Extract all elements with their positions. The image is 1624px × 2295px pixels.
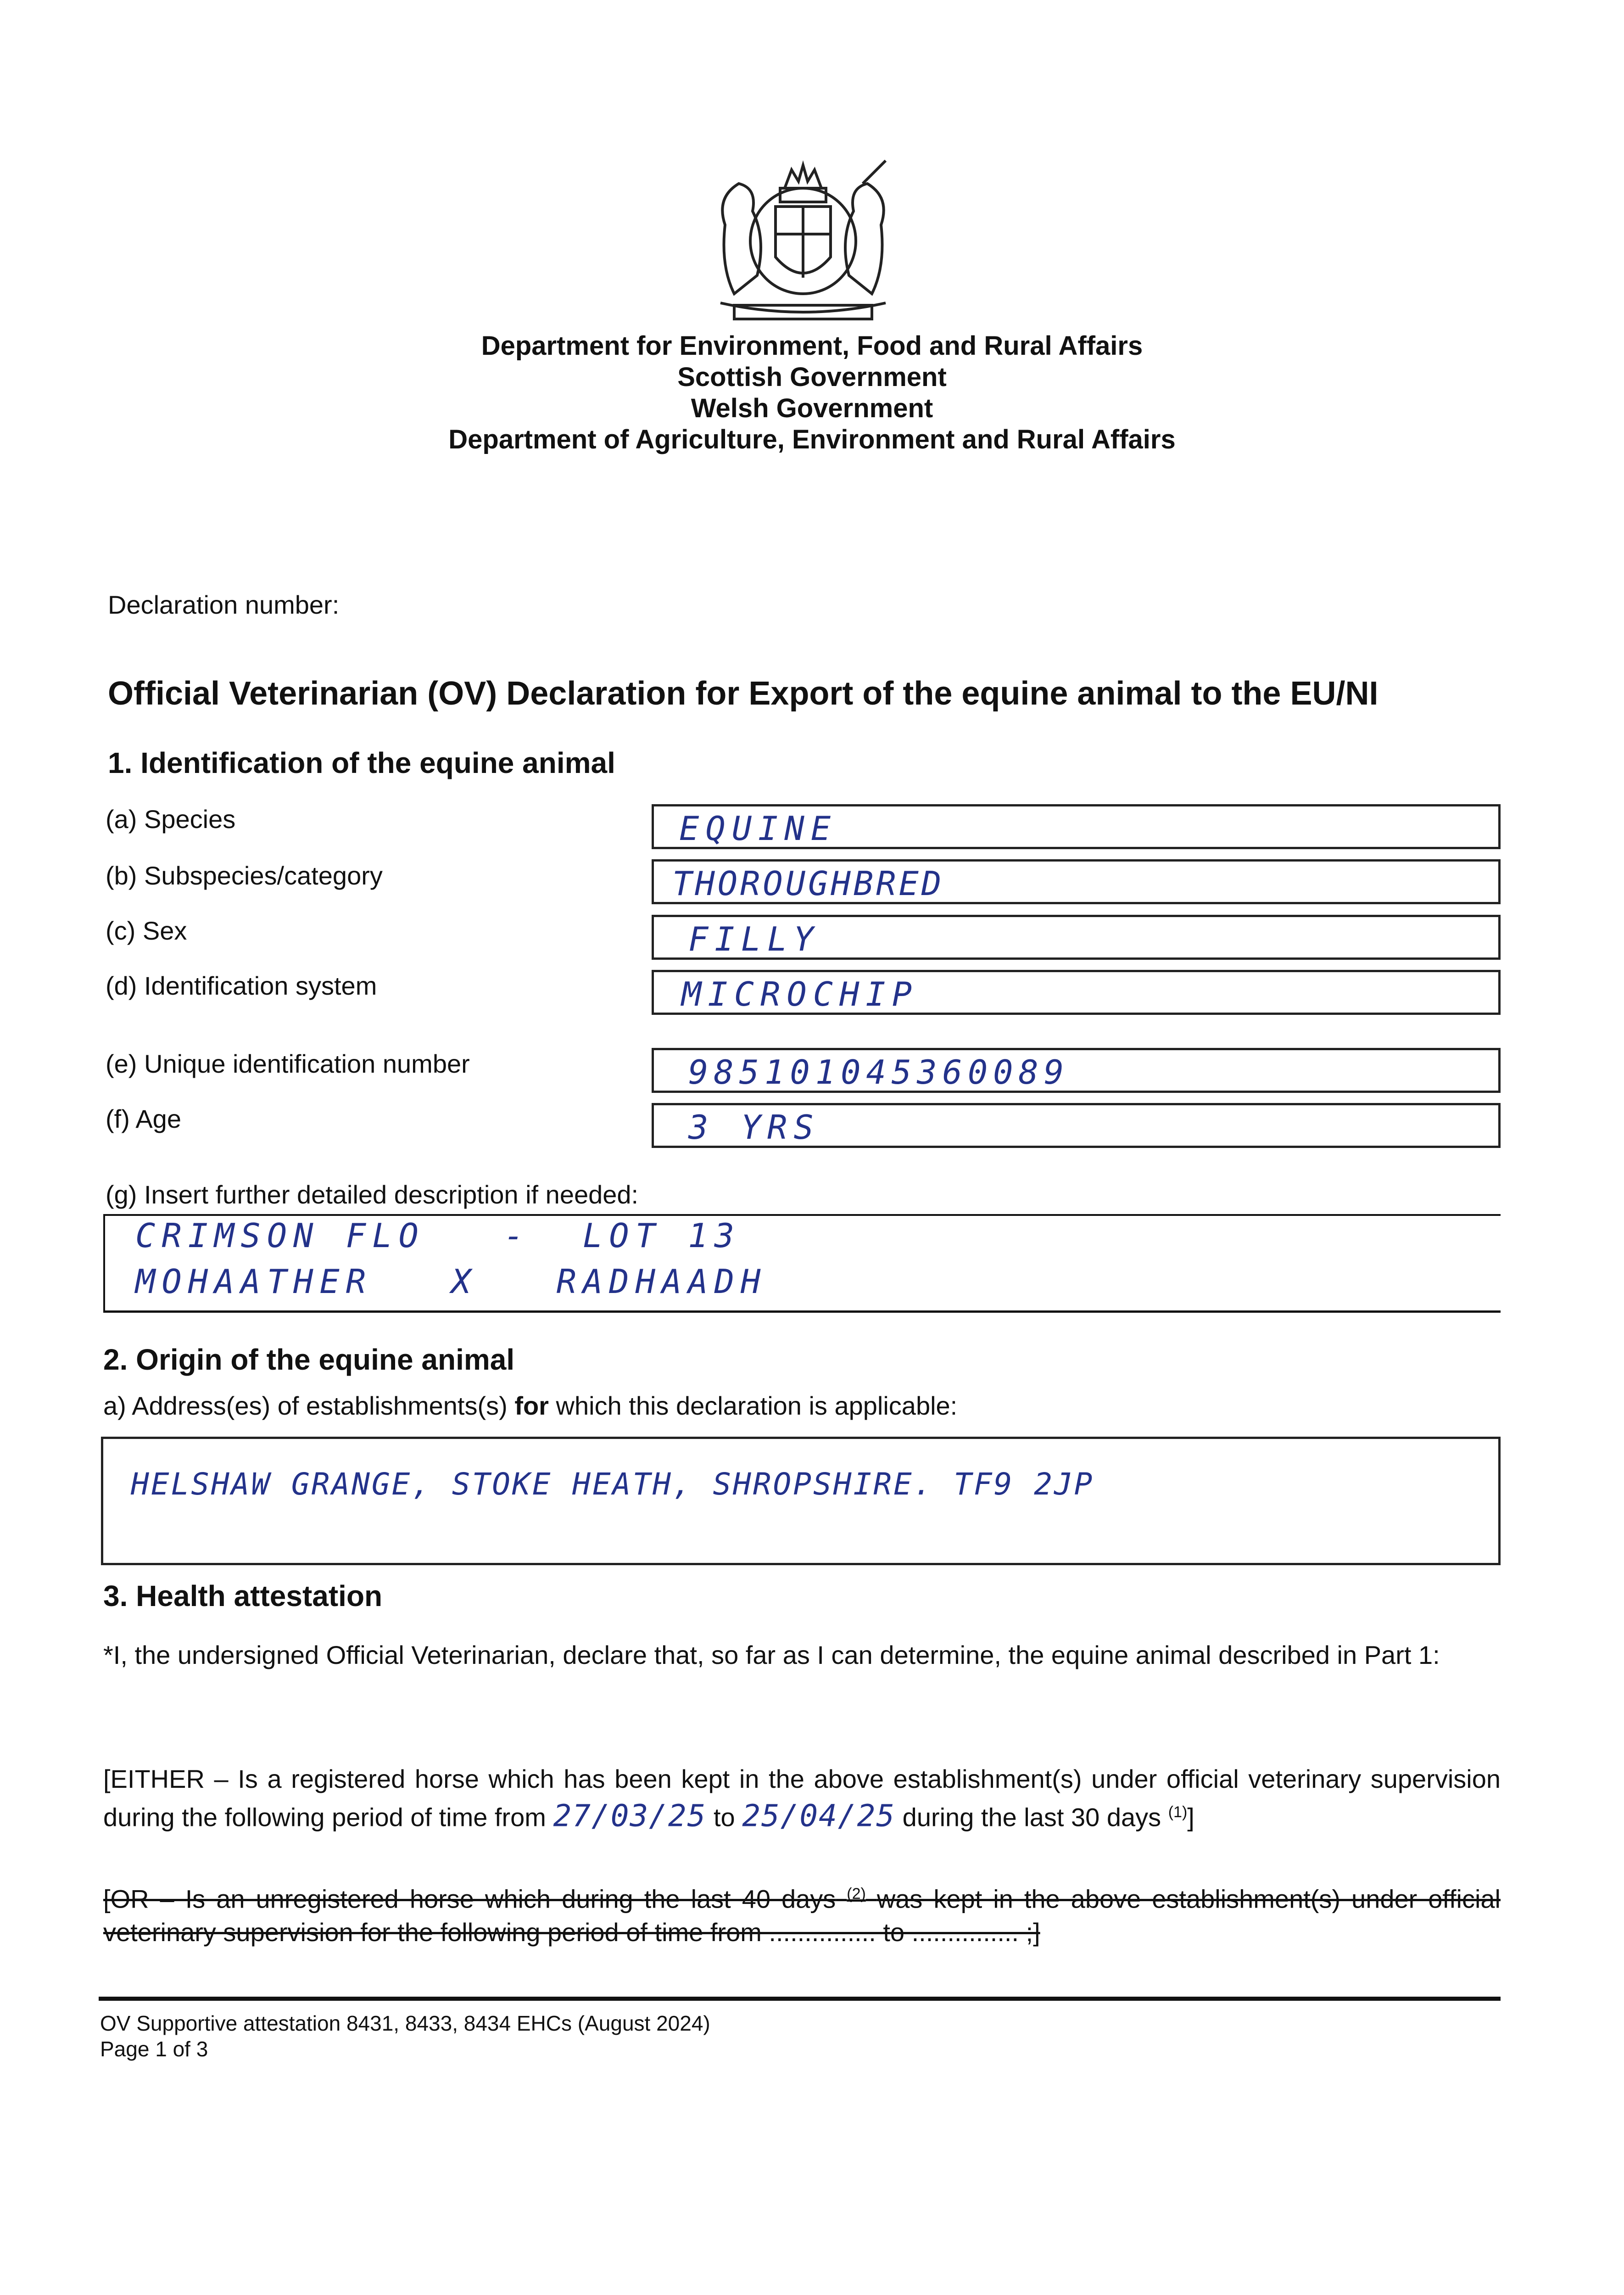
age-field[interactable] xyxy=(652,1103,1501,1148)
unique-id-value: 985101045360089 xyxy=(688,1053,1070,1092)
subspecies-field[interactable] xyxy=(652,859,1501,904)
description-line-1[interactable]: CRIMSON FLO - LOT 13 xyxy=(135,1216,741,1255)
age-label: (f) Age xyxy=(106,1104,181,1133)
species-label: (a) Species xyxy=(106,805,236,834)
either-from-date[interactable]: 27/03/25 xyxy=(553,1798,707,1834)
unique-id-label: (e) Unique identification number xyxy=(106,1049,470,1078)
identification-system-field[interactable] xyxy=(652,970,1501,1015)
species-value: EQUINE xyxy=(679,809,837,848)
declaration-number-label: Declaration number: xyxy=(108,590,340,619)
or-clause: [OR – Is an unregistered horse which during the last 40 days $^{(2)}$ was kept in the above establishment(s) under official veterinary supervision for the following period of time from ............... to ............... ;] xyxy=(103,1884,1501,1947)
page-title: Official Veterinarian (OV) Declaration for Export of the equine animal to the EU/NI xyxy=(108,675,1378,712)
address-field[interactable] xyxy=(101,1437,1501,1565)
subspecies-label: (b) Subspecies/category xyxy=(106,861,383,890)
description-bottom-rule xyxy=(103,1310,1501,1313)
either-clause: [EITHER – Is a registered horse which has been kept in the above establishment(s) under official veterinary supervision during the following period of time from 27/03/25 to 25/04/25 during the last 30 days $^{(1)}$] xyxy=(103,1764,1501,1834)
description-label: (g) Insert further detailed description if needed: xyxy=(106,1180,639,1209)
section-3-heading: 3. Health attestation xyxy=(103,1579,383,1612)
sex-label: (c) Sex xyxy=(106,916,187,945)
department-line: Scottish Government xyxy=(677,362,947,392)
department-line: Department for Environment, Food and Rural Affairs xyxy=(481,331,1143,361)
address-label: a) Address(es) of establishments(s) for which this declaration is applicable: xyxy=(103,1391,958,1420)
footer-rule xyxy=(99,1997,1501,2001)
species-field[interactable] xyxy=(652,804,1501,849)
sex-value: FILLY xyxy=(688,920,820,958)
description-left-rule xyxy=(103,1214,105,1313)
identification-system-value: MICROCHIP xyxy=(681,975,919,1013)
royal-crest-icon xyxy=(707,156,899,326)
identification-system-label: (d) Identification system xyxy=(106,971,377,1000)
unique-id-field[interactable] xyxy=(652,1048,1501,1093)
description-line-2[interactable]: MOHAATHER X RADHAADH xyxy=(135,1262,767,1301)
description-top-rule xyxy=(103,1214,1501,1216)
department-line: Department of Agriculture, Environment and Rural Affairs xyxy=(448,425,1176,454)
footer-page-number: Page 1 of 3 xyxy=(100,2037,208,2061)
section-1-heading: 1. Identification of the equine animal xyxy=(108,746,615,779)
either-to-date[interactable]: 25/04/25 xyxy=(742,1798,896,1834)
footer-form-reference: OV Supportive attestation 8431, 8433, 8434 EHCs (August 2024) xyxy=(100,2011,710,2035)
section-2-heading: 2. Origin of the equine animal xyxy=(103,1343,515,1376)
sex-field[interactable] xyxy=(652,915,1501,960)
age-value: 3 YRS xyxy=(688,1108,820,1147)
address-value: HELSHAW GRANGE, STOKE HEATH, SHROPSHIRE. TF9 2JP xyxy=(131,1467,1094,1502)
attestation-intro: *I, the undersigned Official Veterinarian, declare that, so far as I can determine, the equine animal described in Part 1: xyxy=(103,1640,1440,1669)
subspecies-value: THOROUGHBRED xyxy=(672,864,944,903)
department-line: Welsh Government xyxy=(691,393,933,423)
